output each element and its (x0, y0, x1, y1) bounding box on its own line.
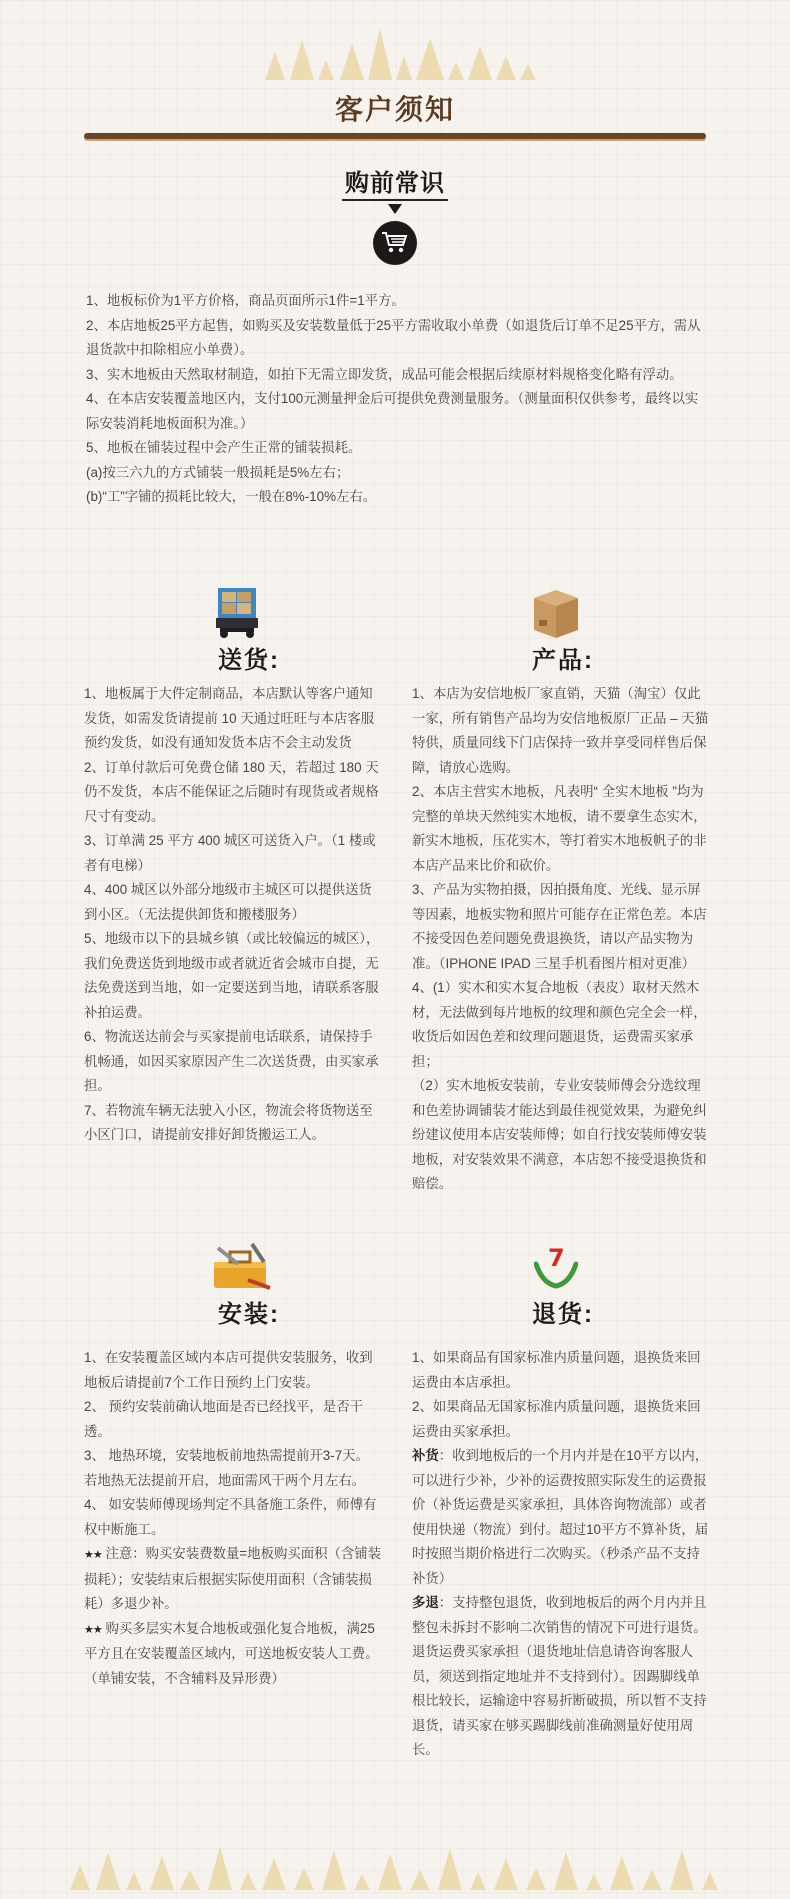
svg-text:7: 7 (548, 1244, 565, 1272)
install-item: 2、 预约安装前确认地面是否已经找平，是否干透。 (84, 1399, 363, 1439)
delivery-item: 7、若物流车辆无法驶入小区，物流会将货物送至小区门口，请提前安排好卸货搬运工人。 (84, 1102, 373, 1142)
product-item: 2、本店主营实木地板，凡表明“ 全实木地板 ”均为完整的单块天然纯实木地板，请不要拿生态实木，新实木地板，压花实木，等打着实木地板帆子的非本店产品来比价和砍价。 (412, 784, 707, 873)
intro-item: 2、本店地板25平方起售，如购买及安装数量低于25平方需收取小单费（如退货后订单不足25平方，需从退货款中扣除相应小单费）。 (86, 317, 701, 357)
intro-item: 1、地板标价为1平方价格，商品页面所示1件=1平方。 (86, 293, 405, 308)
delivery-item: 1、地板属于大件定制商品，本店默认等客户通知发货，如需发货请提前 10 天通过旺旺与本店客服预约发货，如没有通知发货本店不会主动发货 (84, 686, 375, 750)
install-note-text: 购买多层实木复合地板或强化复合地板，满25平方且在安装覆盖区域内，可送地板安装人工费。（单铺安装，不含辅料及异形费） (84, 1620, 379, 1686)
install-note (84, 1617, 382, 1692)
refund-hands-icon (534, 1240, 578, 1290)
excess-label: 多退 (412, 1595, 439, 1610)
returns-item: 2、如果商品无国家标准内质量问题，退换货来回运费由买家承担。 (412, 1399, 701, 1439)
delivery-item: 6、物流送达前会与买家提前电话联系，请保持手机畅通，如因买家原因产生二次送货费，由买家承担。 (84, 1029, 379, 1093)
product-item: 1、本店为安信地板厂家直销，天猫（淘宝）仅此一家，所有销售产品均为安信地板原厂正品 – 天猫特供，质量同线下门店保持一致并享受同样售后保障，请放心选购。 (412, 686, 709, 775)
section-title-install: 安装: (218, 1301, 280, 1328)
section-title-returns: 退货: (532, 1301, 594, 1328)
title-divider (84, 133, 706, 139)
delivery-notes (84, 682, 382, 1148)
install-note-text: 注意：购买安装费数量=地板购买面积（含铺装损耗）；安装结束后根据实际使用面积（含铺装损耗）多退少补。 (84, 1546, 382, 1611)
shopping-cart-icon (373, 221, 417, 265)
intro-item: 4、在本店安装覆盖地区内，支付100元测量押金后可提供免费测量服务。（测量面积仅供参考，最终以实际安装消耗地板面积为准。） (86, 391, 699, 431)
star-icon: ★★ (84, 1549, 102, 1561)
install-note (84, 1542, 382, 1617)
returns-excess (412, 1591, 710, 1763)
product-item: 3、产品为实物拍摄，因拍摄角度、光线、显示屏等因素，地板实物和照片可能存在正常色差。本店不接受因色差问题免费退换货，请以产品实物为准。（IPHONE IPAD 三星手机看图片相对更准） (412, 882, 707, 971)
delivery-item: 3、订单满 25 平方 400 城区可送货入户。（1 楼或者有电梯） (84, 833, 376, 873)
subtitle-underline (342, 199, 448, 201)
pine-tree-decoration-top (0, 22, 790, 82)
product-item: 4、(1）实木和实木复合地板（表皮）取材天然木材，无法做到每片地板的纹理和颜色完全会一样，收货后如因色差和纹理问题退货，运费需买家承担； (412, 980, 707, 1069)
install-item: 4、 如安装师傅现场判定不具备施工条件，师傅有权中断施工。 (84, 1497, 377, 1537)
supplement-text: ：收到地板后的一个月内并是在10平方以内，可以进行少补，少补的运费按照实际发生的运费报价（补货运费是买家承担，具体咨询物流部）或者使用快递（物流）到付。超过10平方不算补货，届时按照当期价格进行二次购买。（秒杀产品不支持补货） (412, 1448, 709, 1586)
product-notes (412, 682, 710, 1197)
excess-text: ：支持整包退货，收到地板后的两个月内并且整包未拆封不影响二次销售的情况下可进行退货。退货运费买家承担（退货地址信息请咨询客服人员，须送到指定地址并不支持到付）。因踢脚线单根比较长，运输途中容易折断破损，所以暂不支持退货，请买家在够买踢脚线前准确测量好使用周长。 (412, 1595, 707, 1757)
intro-item: 3、实木地板由天然取材制造，如拍下无需立即发货，成品可能会根据后续原材料规格变化略有浮动。 (86, 366, 683, 382)
cardboard-box-icon (530, 586, 582, 640)
down-arrow-icon (388, 204, 402, 214)
returns-item: 1、如果商品有国家标准内质量问题，退换货来回运费由本店承担。 (412, 1350, 701, 1390)
install-notes (84, 1346, 382, 1691)
returns-notes (412, 1346, 710, 1763)
product-item: （2）实木地板安装前，专业安装师傅会分选纹理和色差协调铺装才能达到最佳视觉效果，为避免纠纷建议使用本店安装师傅；如自行找安装师傅安装地板，对安装效果不满意，本店恕不接受退换货和赔偿。 (412, 1078, 707, 1191)
supplement-label: 补货 (412, 1448, 439, 1463)
pine-tree-decoration-bottom (0, 1832, 790, 1892)
returns-supplement (412, 1444, 710, 1591)
intro-item: (a)按三六九的方式铺装一般损耗是5%左右； (86, 464, 350, 480)
delivery-item: 2、订单付款后可免费仓储 180 天，若超过 180 天仍不发货，本店不能保证之后随时有现货或者规格尺寸有变动。 (84, 759, 379, 824)
section-title-pre-purchase: 购前常识 (345, 170, 445, 197)
page-title: 客户须知 (334, 94, 455, 125)
section-title-delivery: 送货: (218, 647, 280, 674)
install-item: 1、在安装覆盖区域内本店可提供安装服务，收到地板后请提前7个工作日预约上门安装。 (84, 1350, 373, 1390)
install-item: 3、 地热环境，安装地板前地热需提前开3-7天。若地热无法提前开启，地面需风干两个月左右。 (84, 1448, 369, 1488)
delivery-truck-icon (214, 586, 260, 640)
intro-item: (b)“工”字铺的损耗比较大，一般在8%-10%左右。 (86, 489, 377, 504)
section-title-product: 产品: (532, 647, 594, 674)
intro-item: 5、地板在铺装过程中会产生正常的铺装损耗。 (86, 440, 362, 455)
delivery-item: 5、地级市以下的县城乡镇（或比较偏远的城区），我们免费送货到地级市或者就近省会城市自提，无法免费送到当地，如一定要送到当地，请联系客服补拍运费。 (84, 931, 380, 1020)
pre-purchase-notes (86, 289, 708, 510)
star-icon: ★★ (84, 1623, 102, 1636)
delivery-item: 4、400 城区以外部分地级市主城区可以提供送货到小区。（无法提供卸货和搬楼服务） (84, 882, 372, 922)
toolbox-icon (208, 1240, 272, 1294)
